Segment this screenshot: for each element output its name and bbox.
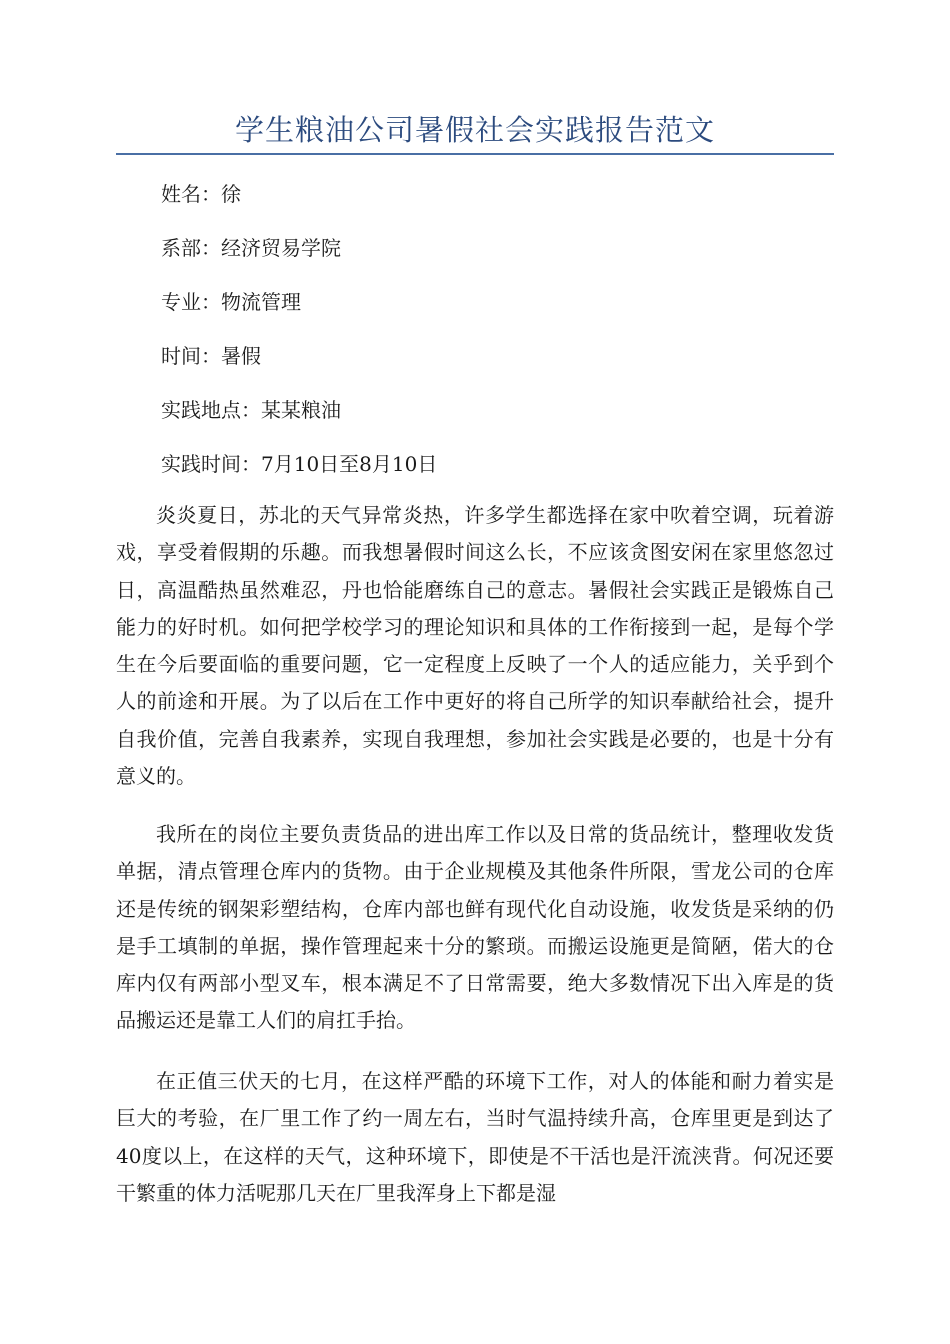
paragraph-2: 我所在的岗位主要负责货品的进出库工作以及日常的货品统计，整理收发货单据，清点管理仓库内的货物。由于企业规模及其他条件所限，雪龙公司的仓库还是传统的钢架彩塑结构，仓库内部也鲜有现代化自动设施，收发货是采纳的仍是手工填制的单据，操作管理起来十分的繁琐。而搬运设施更是简陋，偌大的仓库内仅有两部小型叉车，根本满足不了日常需要，绝大多数情况下出入库是的货品搬运还是靠工人们的肩扛手抬。 — [116, 822, 834, 1033]
meta-period: 实践时间：7月10日至8月10日 — [161, 452, 438, 476]
paragraph-3: 在正值三伏天的七月，在这样严酷的环境下工作，对人的体能和耐力着实是巨大的考验，在厂里工作了约一周左右，当时气温持续升高，仓库里更是到达了40度以上，在这样的天气，这种环境下，即使是不干活也是汗流浃背。何况还要干繁重的体力活呢那几天在厂里我浑身上下都是湿 — [116, 1069, 834, 1205]
meta-location: 实践地点：某某粮油 — [161, 398, 341, 422]
meta-name: 姓名：徐 — [161, 182, 241, 206]
paragraph-1: 炎炎夏日，苏北的天气异常炎热，许多学生都选择在家中吹着空调，玩着游戏，享受着假期的乐趣。而我想暑假时间这么长，不应该贪图安闲在家里悠忽过日，高温酷热虽然难忍，丹也恰能磨练自己的意志。暑假社会实践正是锻炼自己能力的好时机。如何把学校学习的理论知识和具体的工作衔接到一起，是每个学生在今后要面临的重要问题，它一定程度上反映了一个人的适应能力，关乎到个人的前途和开展。为了以后在工作中更好的将自己所学的知识奉献给社会，提升自我价值，完善自我素养，实现自我理想，参加社会实践是必要的，也是十分有意义的。 — [116, 503, 834, 789]
document-title: 学生粮油公司暑假社会实践报告范文 — [234, 113, 715, 147]
meta-time: 时间：暑假 — [161, 344, 261, 368]
title-underline — [116, 153, 834, 155]
meta-major: 专业：物流管理 — [161, 290, 301, 314]
meta-department: 系部：经济贸易学院 — [161, 236, 341, 260]
